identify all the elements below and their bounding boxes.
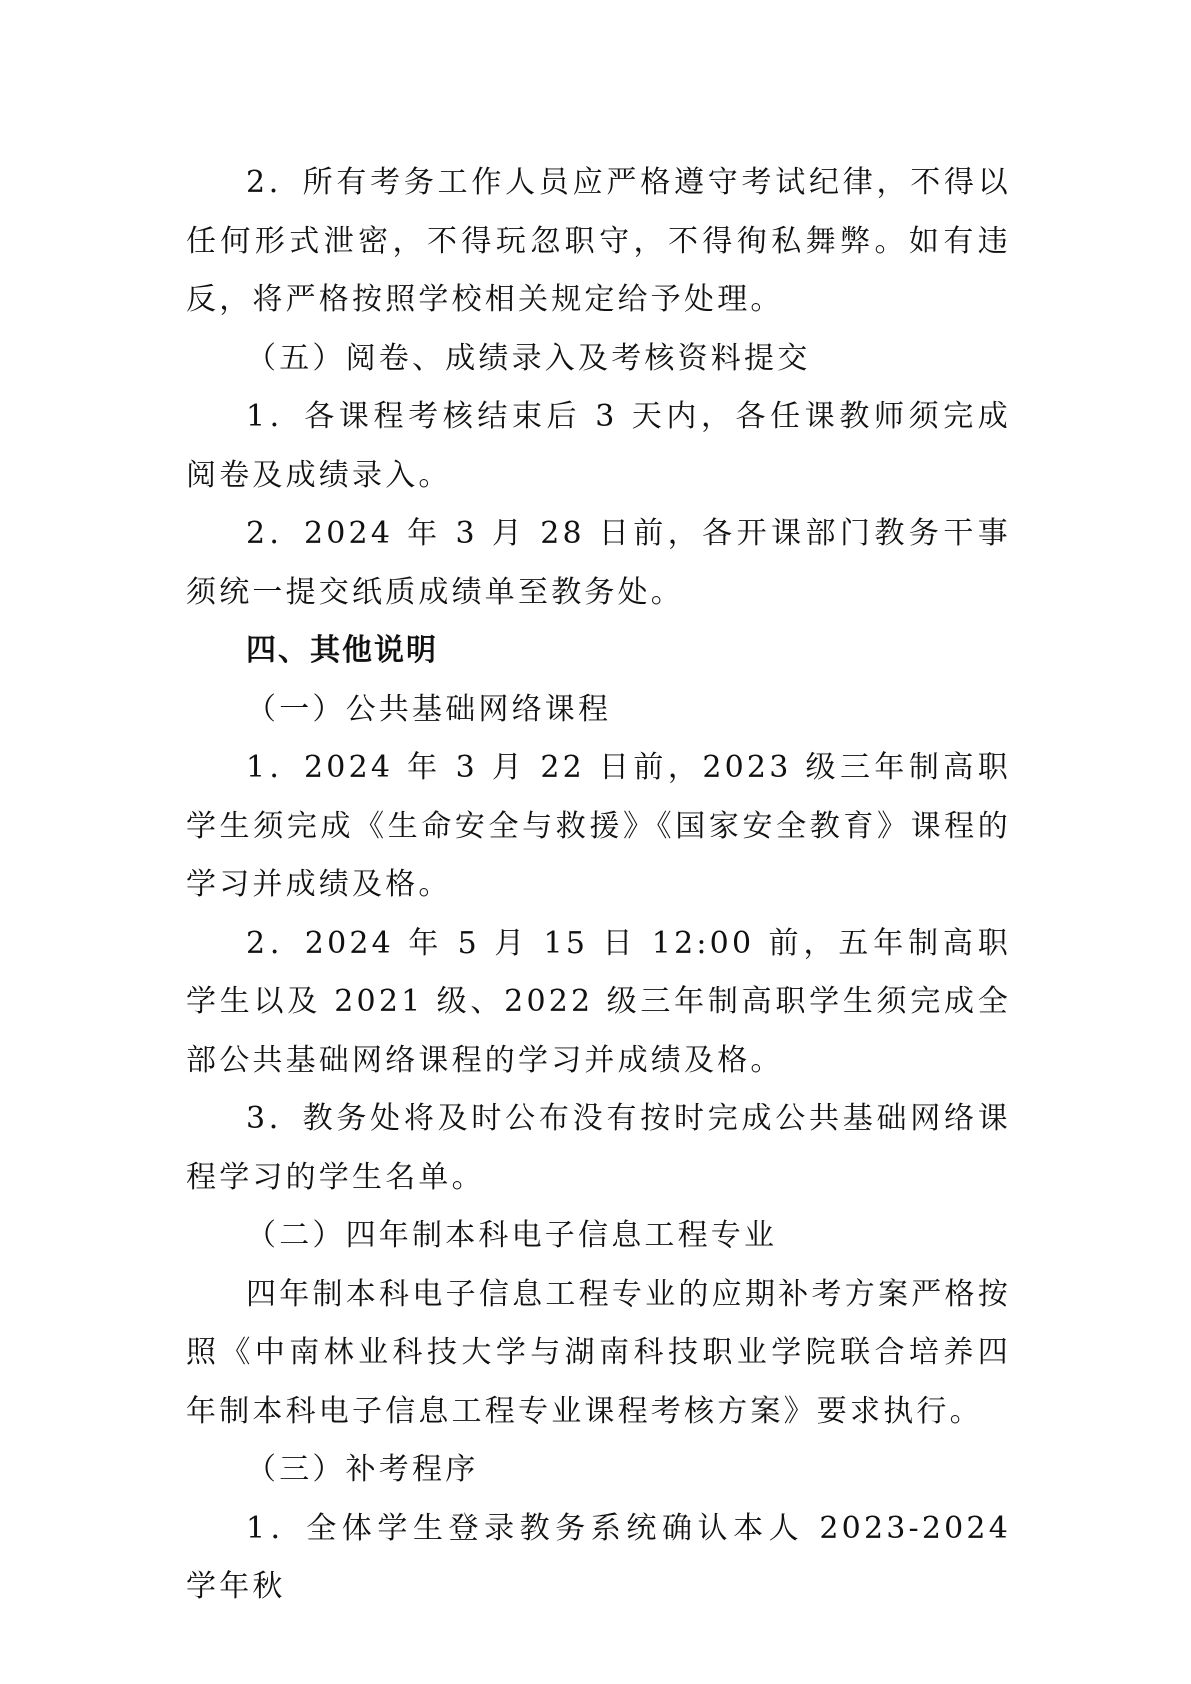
subheading-undergraduate-program: （二）四年制本科电子信息工程专业 [246,1218,778,1253]
subheading-grading-submission: （五）阅卷、成绩录入及考核资料提交 [246,340,811,376]
paragraph-online-course-2023: 1．2024 年 3 月 22 日前，2023 级三年制高职学生须完成《生命安全与救援》《国家安全教育》课程的学习并成绩及格。 [186,750,1011,902]
paragraph-online-course-deadline: 2．2024 年 5 月 15 日 12:00 前，五年制高职学生以及 2021 级、2022 级三年制高职学生须完成全部公共基础网络课程的学习并成绩及格。 [186,925,1011,1078]
subheading-online-courses: （一）公共基础网络课程 [246,691,612,727]
paragraph-exam-discipline: 2．所有考务工作人员应严格遵守考试纪律，不得以任何形式泄密，不得玩忽职守，不得徇私舞弊。如有违反，将严格按照学校相关规定给予处理。 [186,165,1011,317]
section-heading-other-notes: 四、其他说明 [246,633,438,668]
document-body [186,154,1011,1617]
paragraph-undergraduate-plan: 四年制本科电子信息工程专业的应期补考方案严格按照《中南林业科技大学与湖南科技职业学院联合培养四年制本科电子信息工程专业课程考核方案》要求执行。 [186,1276,1011,1429]
paragraph-student-list: 3．教务处将及时公布没有按时完成公共基础网络课程学习的学生名单。 [186,1101,1011,1195]
paragraph-grading-deadline: 1．各课程考核结束后 3 天内，各任课教师须完成阅卷及成绩录入。 [186,399,1011,493]
subheading-makeup-procedure: （三）补考程序 [246,1452,479,1487]
paragraph-transcript-submission: 2．2024 年 3 月 28 日前，各开课部门教务干事须统一提交纸质成绩单至教务处。 [186,516,1011,610]
paragraph-system-login: 1．全体学生登录教务系统确认本人 2023-2024 学年秋 [186,1510,1011,1604]
